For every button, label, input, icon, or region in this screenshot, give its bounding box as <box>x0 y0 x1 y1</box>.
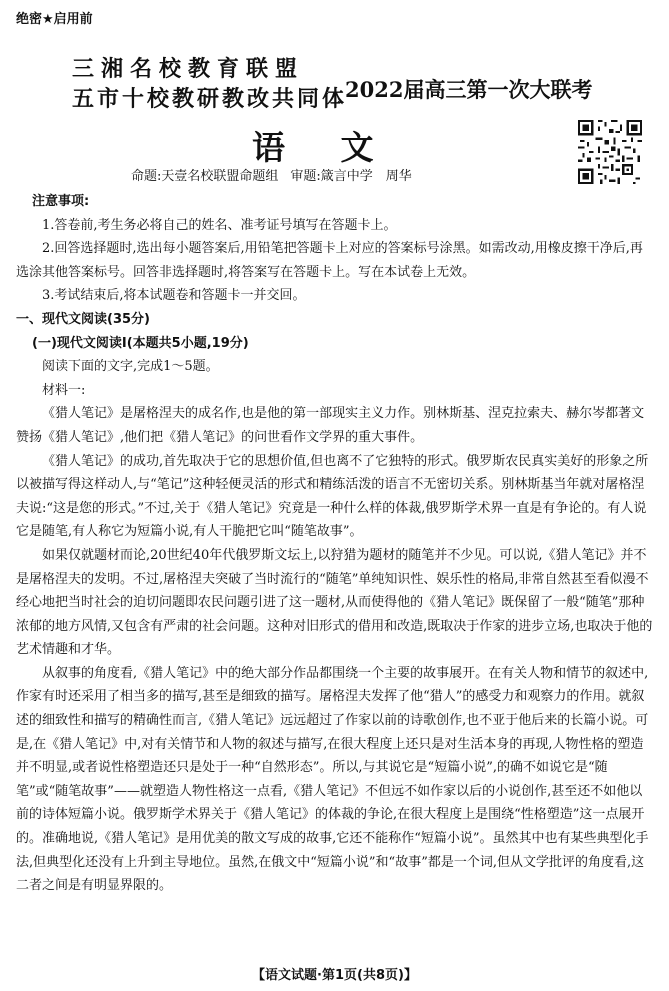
note-item: 3.考试结束后,将本试题卷和答题卡一并交回。 <box>42 288 306 304</box>
page-footer: 【语文试题·第1页(共8页)】 <box>252 968 417 983</box>
reviewer-credit: 审题:箴言中学 周华 <box>290 169 412 184</box>
confidential-label: 绝密★启用前 <box>16 12 93 27</box>
author-credit: 命题:天壹名校联盟命题组 <box>131 169 279 184</box>
subsection-title: (一)现代文阅读Ⅰ(本题共5小题,19分) <box>32 335 249 351</box>
note-item: 2.回答选择题时,选出每小题答案后,用铅笔把答题卡上对应的答案标号涂黑。如需改动,用橡皮擦干净后,再选涂其他答案标号。回答非选择题时,将答案写在答题卡上。写在本试卷上无效。 <box>16 241 643 280</box>
alliance-line-2: 五市十校教研教改共同体 <box>72 87 348 112</box>
exam-body <box>16 190 654 898</box>
note-item: 1.答卷前,考生务必将自己的姓名、准考证号填写在答题卡上。 <box>42 217 397 233</box>
material-label: 材料一: <box>42 382 86 398</box>
alliance-header <box>72 55 347 115</box>
subject-title: 语 文 <box>252 128 396 167</box>
exam-title: 2022届高三第一次大联考 <box>345 77 593 102</box>
passage-paragraph: 如果仅就题材而论,20世纪40年代俄罗斯文坛上,以狩猎为题材的随笔并不少见。可以说,《猎人笔记》并不是屠格涅夫的发明。不过,屠格涅夫突破了当时流行的“随笔”单纯知识性、娱乐性的格局,非常自然甚至看似漫不经心地把当时社会的迫切问题即农民问题引进了这一题材,从而使得他的《猎人笔记》既保留了一般“随笔”那种浓郁的地方风情,又包含有严肃的社会问题。这种对旧形式的借用和改造,既取决于作家的进步立场,也取决于他的艺术情趣和才华。 <box>16 547 653 658</box>
alliance-line-1: 三湘名校教育联盟 <box>72 57 305 82</box>
reading-instruction: 阅读下面的文字,完成1～5题。 <box>42 359 219 375</box>
passage-paragraph: 《猎人笔记》的成功,首先取决于它的思想价值,但也离不了它独特的形式。俄罗斯农民真实美好的形象之所以被描写得这样动人,与“笔记”这种轻便灵活的形式和精练活泼的语言不无密切关系。别林斯基当年就对屠格涅夫说:“这是您的形式。”不过,关于《猎人笔记》究竟是一种什么样的体裁,俄罗斯学术界一直是有争论的。有人说它是随笔,有人称它为短篇小说,有人干脆把它叫“随笔故事”。 <box>16 453 649 540</box>
credits-line <box>131 165 412 184</box>
passage-paragraph: 从叙事的角度看,《猎人笔记》中的绝大部分作品都围绕一个主要的故事展开。在有关人物和情节的叙述中,作家有时还采用了相当多的描写,甚至是细致的描写。屠格涅夫发挥了他“猎人”的感受力和观察力的作用。就叙述的细致性和描写的精确性而言,《猎人笔记》远远超过了作家以前的诗歌创作,也不亚于他后来的长篇小说。可是,在《猎人笔记》中,对有关情节和人物的叙述与描写,在很大程度上还只是对生活本身的再现,人物性格的塑造并不明显,或者说性格塑造还只是处于一种“自然形态”。所以,与其说它是“短篇小说”,的确不如说它是“随笔”或“随笔故事”——就塑造人物性格这一点看,《猎人笔记》不但远不如作家以后的小说创作,甚至还不如他以前的诗体短篇小说。俄罗斯学术界关于《猎人笔记》的体裁的争论,在很大程度上是围绕“性格塑造”这一点展开的。准确地说,《猎人笔记》是用优美的散文写成的故事,它还不能称作“短篇小说”。虽然其中也有某些典型化手法,但典型化还没有上升到主导地位。虽然,在俄文中“短篇小说”和“故事”都是一个词,但从文学批评的角度看,这二者之间是有明显界限的。 <box>16 665 649 894</box>
passage-paragraph: 《猎人笔记》是屠格涅夫的成名作,也是他的第一部现实主义力作。别林斯基、涅克拉索夫、赫尔岑都著文赞扬《猎人笔记》,他们把《猎人笔记》的问世看作文学界的重大事件。 <box>16 406 645 445</box>
notes-heading: 注意事项: <box>32 194 90 209</box>
qr-code <box>578 120 642 184</box>
section-title: 一、现代文阅读(35分) <box>16 311 150 327</box>
